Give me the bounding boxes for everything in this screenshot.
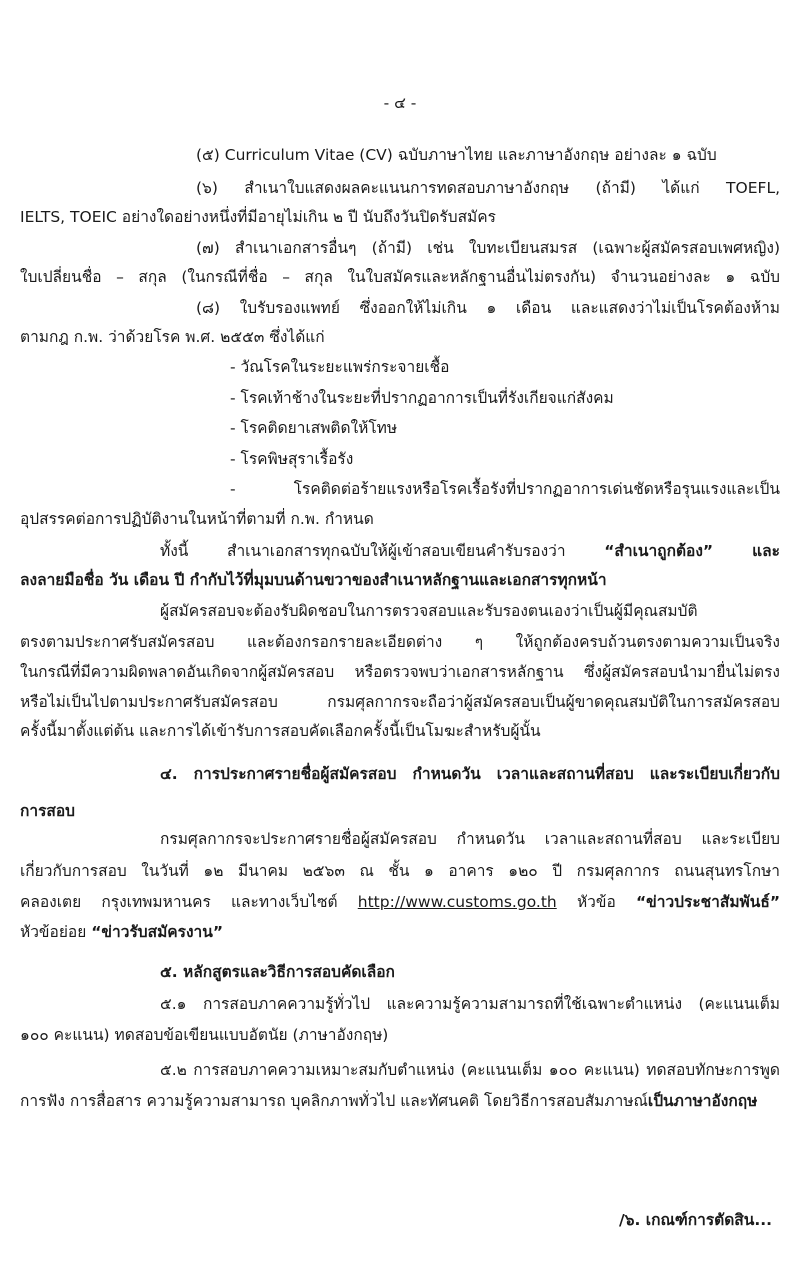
item-7-line-1: (๗) สำเนาเอกสารอื่นๆ (ถ้ามี) เช่น ใบทะเบียนสมรส (เฉพาะผู้สมัครสอบเพศหญิง) (196, 239, 780, 257)
responsibility-line: ผู้สมัครสอบจะต้องรับผิดชอบในการตรวจสอบและรับรองตนเองว่าเป็นผู้มีคุณสมบัติ (160, 602, 698, 620)
disease-item-continued: อุปสรรคต่อการปฏิบัติงานในหน้าที่ตามที่ ก.พ. กำหนด (20, 510, 374, 528)
disease-item: - โรคพิษสุราเรื้อรัง (230, 450, 354, 468)
item-8-line-1: (๘) ใบรับรองแพทย์ ซึ่งออกให้ไม่เกิน ๑ เดือน และแสดงว่าไม่เป็นโรคต้องห้าม (196, 299, 780, 317)
section-4-body: เกี่ยวกับการสอบ ในวันที่ ๑๒ มีนาคม ๒๕๖๓ ณ ชั้น ๑ อาคาร ๑๒๐ ปี กรมศุลกากร ถนนสุนทรโกษา (20, 862, 780, 880)
responsibility-line: ตรงตามประกาศรับสมัครสอบ และต้องกรอกรายละเอียดต่าง ๆ ให้ถูกต้องครบถ้วนตรงตามความเป็นจริง (20, 633, 780, 651)
disease-item: - โรคติดยาเสพติดให้โทษ (230, 419, 398, 437)
item-6-line-1: (๖) สำเนาใบแสดงผลคะแนนการทดสอบภาษาอังกฤษ (ถ้ามี) ได้แก่ TOEFL, (196, 179, 780, 197)
responsibility-line: หรือไม่เป็นไปตามประกาศรับสมัครสอบ กรมศุลกากรจะถือว่าผู้สมัครสอบเป็นผู้ขาดคุณสมบัติในการสมัครสอบ (20, 693, 780, 711)
section-5-1: ๕.๑ การสอบภาคความรู้ทั่วไป และความรู้ความสามารถที่ใช้เฉพาะตำแหน่ง (คะแนนเต็ม (160, 995, 780, 1013)
certify-text: ทั้งนี้ สำเนาเอกสารทุกฉบับให้ผู้เข้าสอบเขียนคำรับรองว่า (160, 542, 566, 560)
responsibility-line: ในกรณีที่มีความผิดพลาดอันเกิดจากผู้สมัครสอบ หรือตรวจพบว่าเอกสารหลักฐาน ซึ่งผู้สมัครสอบนำมายื่นไม่ตรง (20, 663, 780, 681)
disease-item: - โรคติดต่อร้ายแรงหรือโรคเรื้อรังที่ปรากฏอาการเด่นชัดหรือรุนแรงและเป็น (230, 480, 780, 498)
section-5-2-cont (20, 1090, 757, 1112)
section-5-2-bold-text: เป็นภาษาอังกฤษ (647, 1092, 758, 1110)
section-4-body-line-3 (20, 891, 780, 913)
section-4-body-line-4 (20, 921, 223, 943)
section-5-2: ๕.๒ การสอบภาคความเหมาะสมกับตำแหน่ง (คะแนนเต็ม ๑๐๐ คะแนน) ทดสอบทักษะการพูด (160, 1061, 780, 1079)
certify-line-2: ลงลายมือชื่อ วัน เดือน ปี กำกับไว้ที่มุมบนด้านขวาของสำเนาหลักฐานและเอกสารทุกหน้า (20, 571, 607, 589)
news-subtopic: “ข่าวรับสมัครงาน” (91, 923, 224, 941)
item-7-line-2: ใบเปลี่ยนชื่อ – สกุล (ในกรณีที่ชื่อ – สกุล ในใบสมัครและหลักฐานอื่นไม่ตรงกัน) จำนวนอย่างละ ๑ ฉบับ (20, 268, 780, 286)
disease-item: - โรคเท้าช้างในระยะที่ปรากฏอาการเป็นที่รังเกียจแก่สังคม (230, 389, 614, 407)
responsibility-line: ครั้งนี้มาตั้งแต่ต้น และการได้เข้ารับการสอบคัดเลือกครั้งนี้เป็นโมฆะสำหรับผู้นั้น (20, 722, 541, 740)
section-5-2-text: การฟัง การสื่อสาร ความรู้ความสามารถ บุคลิกภาพทั่วไป และทัศนคติ โดยวิธีการสอบสัมภาษณ์ (20, 1092, 648, 1110)
section-4-text: หัวข้อย่อย (20, 923, 87, 941)
item-5: (๕) Curriculum Vitae (CV) ฉบับภาษาไทย และภาษาอังกฤษ อย่างละ ๑ ฉบับ (196, 146, 717, 164)
section-5-1-cont: ๑๐๐ คะแนน) ทดสอบข้อเขียนแบบอัตนัย (ภาษาอังกฤษ) (20, 1026, 389, 1044)
section-4-text: คลองเตย กรุงเทพมหานคร และทางเว็บไซต์ (20, 893, 338, 911)
next-page-reference: /๖. เกณฑ์การตัดสิน... (619, 1211, 772, 1229)
section-4-text: หัวข้อ (576, 893, 616, 911)
item-6-line-2: IELTS, TOEIC อย่างใดอย่างหนึ่งที่มีอายุไม่เกิน ๒ ปี นับถึงวันปิดรับสมัคร (20, 208, 496, 226)
certify-line-1 (160, 540, 780, 562)
certify-bold-text: “สำเนาถูกต้อง” และ (604, 542, 780, 560)
section-5-heading: ๕. หลักสูตรและวิธีการสอบคัดเลือก (160, 963, 395, 981)
page-number: - ๔ - (383, 94, 417, 112)
section-4-heading: ๔. การประกาศรายชื่อผู้สมัครสอบ กำหนดวัน เวลาและสถานที่สอบ และระเบียบเกี่ยวกับ (160, 765, 780, 783)
section-4-body: กรมศุลกากรจะประกาศรายชื่อผู้สมัครสอบ กำหนดวัน เวลาและสถานที่สอบ และระเบียบ (160, 830, 780, 848)
item-8-line-2: ตามกฎ ก.พ. ว่าด้วยโรค พ.ศ. ๒๕๕๓ ซึ่งได้แก่ (20, 328, 325, 346)
news-topic: “ข่าวประชาสัมพันธ์” (635, 893, 781, 911)
section-4-heading-cont: การสอบ (20, 802, 76, 820)
disease-item: - วัณโรคในระยะแพร่กระจายเชื้อ (230, 358, 450, 376)
customs-website-link[interactable]: http://www.customs.go.th (357, 893, 557, 911)
